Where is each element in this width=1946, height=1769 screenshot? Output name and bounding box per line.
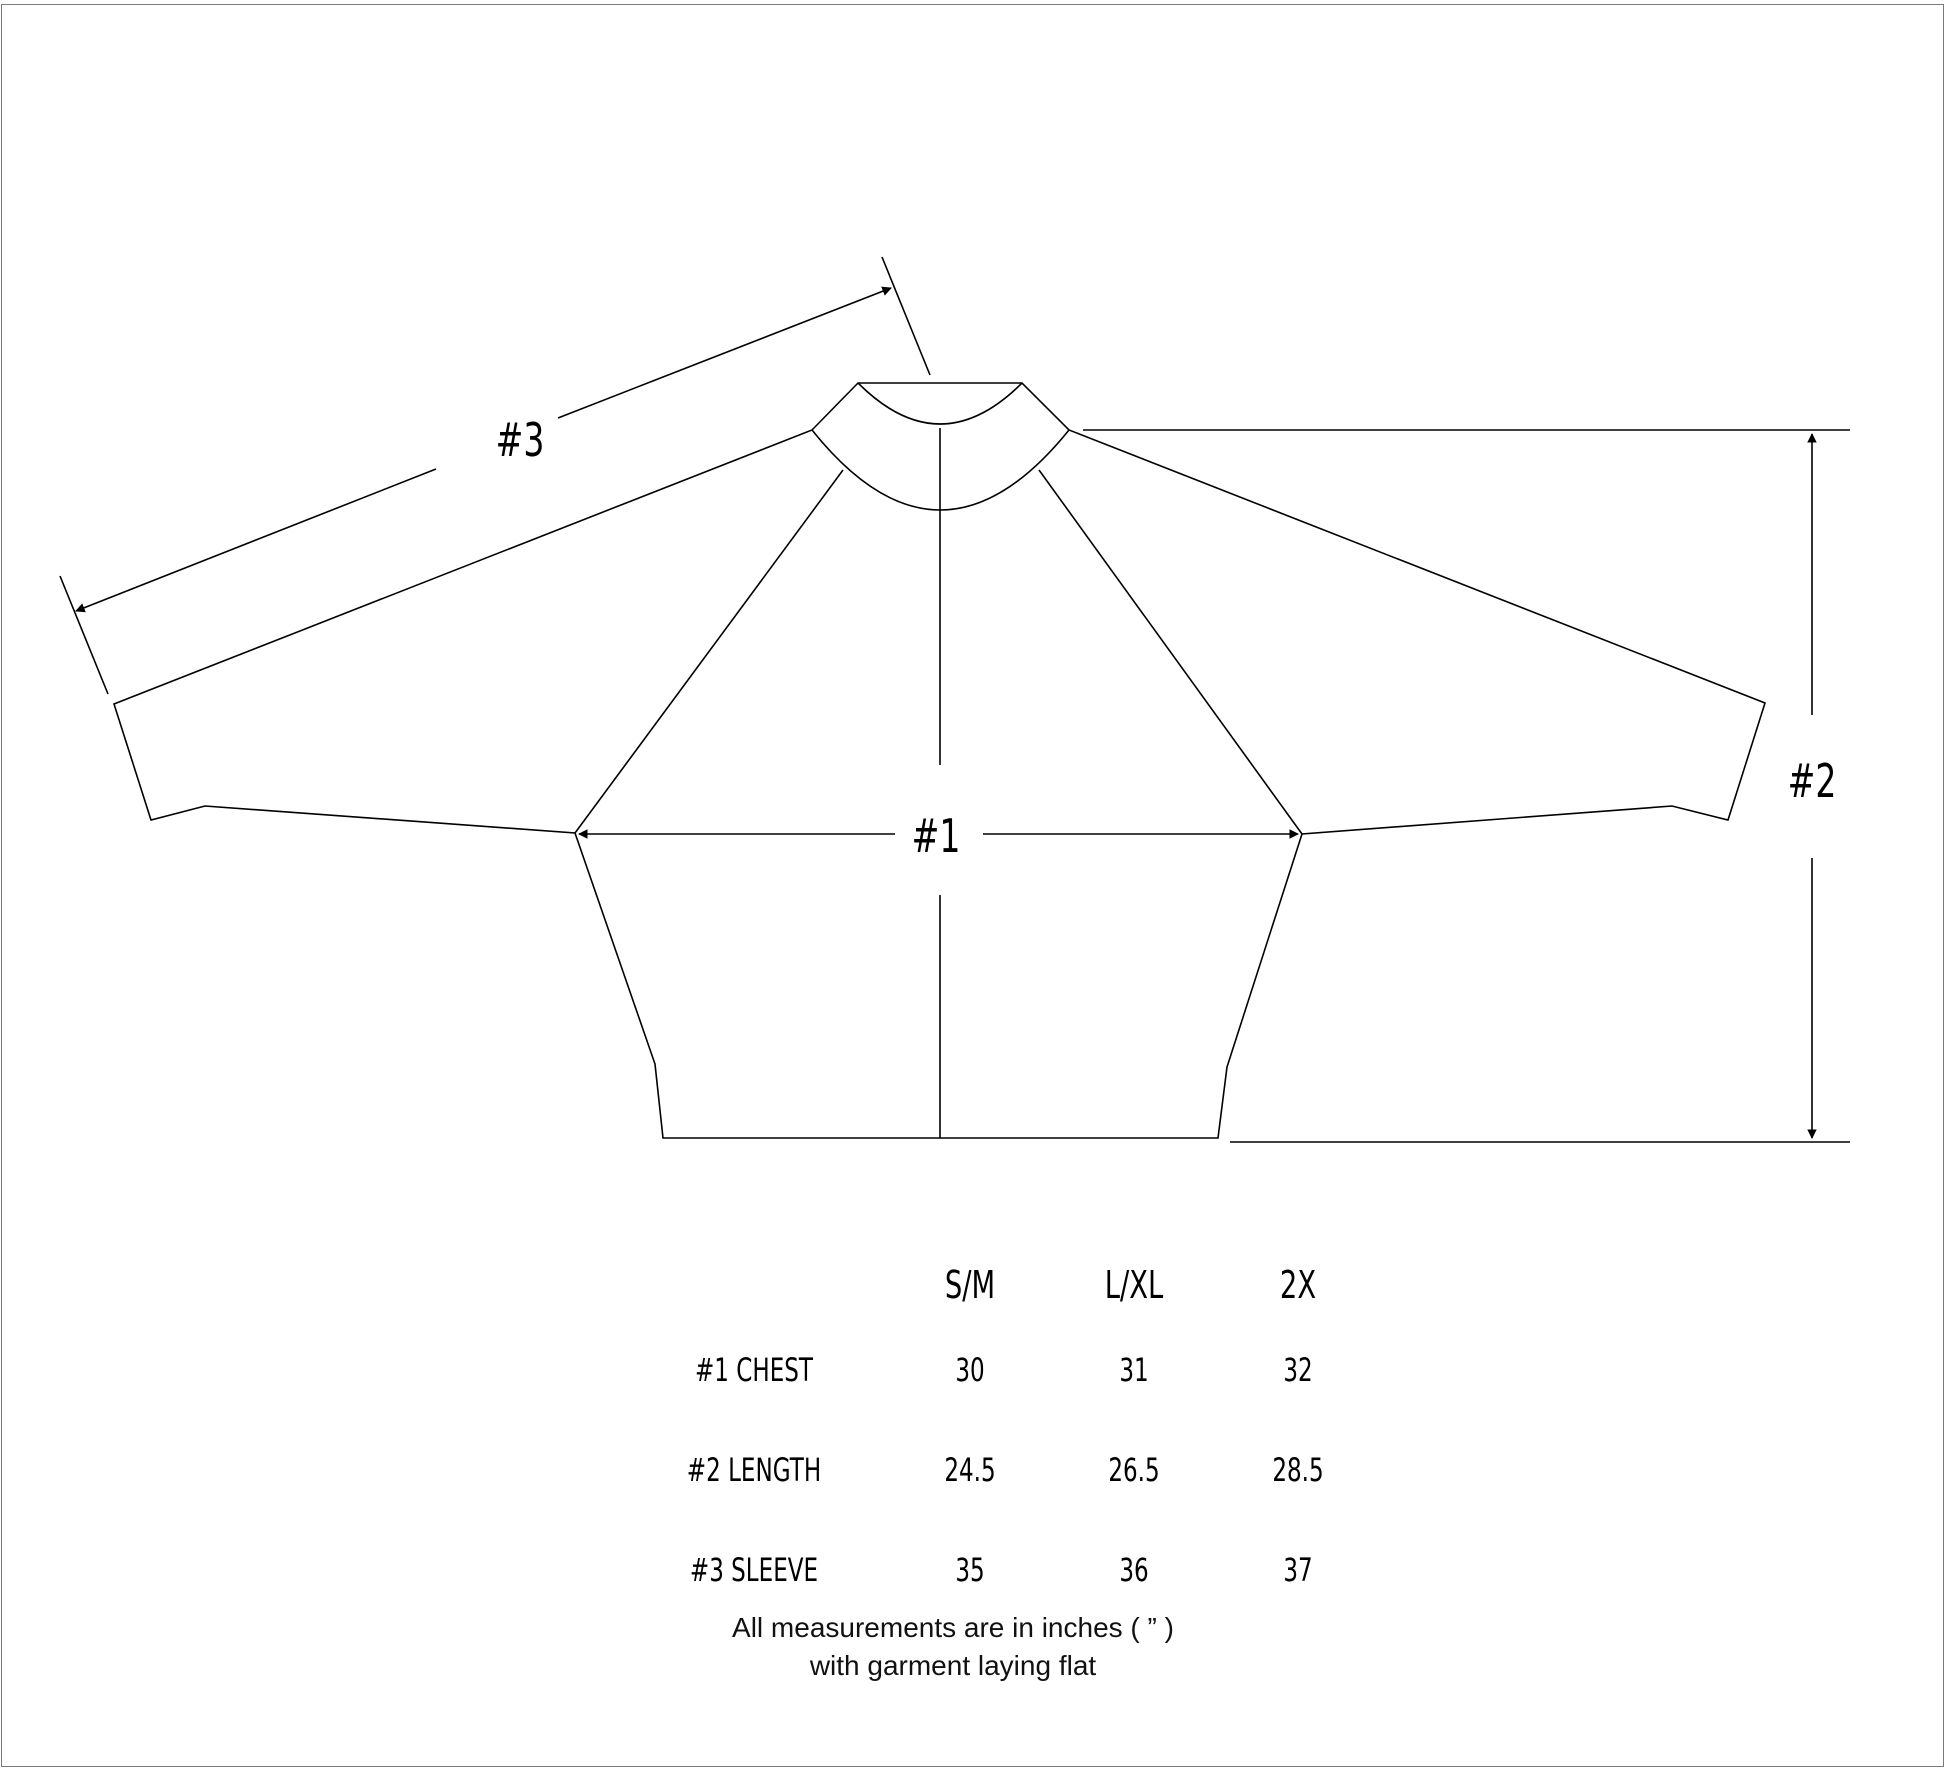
- table-cell: 30: [955, 1351, 985, 1389]
- sleeve-label: #3: [495, 414, 545, 468]
- measurement-note-line-1: All measurements are in inches ( ” ): [732, 1612, 1174, 1643]
- table-row: [620, 1320, 1380, 1420]
- size-header-2x: 2X: [1279, 1263, 1317, 1307]
- size-header-lxl: L/XL: [1104, 1263, 1164, 1307]
- row-label-sleeve: #3 SLEEVE: [689, 1551, 819, 1589]
- row-label-chest: #1 CHEST: [695, 1351, 813, 1389]
- raglan-seam-right: [1039, 470, 1302, 834]
- length-label: #2: [1787, 755, 1837, 809]
- size-chart-table: [620, 1250, 1380, 1620]
- collar-curve: [858, 383, 1022, 424]
- size-header-row: [620, 1250, 1380, 1320]
- sleeve-end-tick-neck: [882, 257, 930, 375]
- table-cell: 35: [955, 1551, 985, 1589]
- table-cell: 31: [1119, 1351, 1149, 1389]
- sleeve-arrow-upper: [558, 288, 891, 418]
- table-cell: 32: [1283, 1351, 1313, 1389]
- table-cell: 37: [1283, 1551, 1313, 1589]
- table-cell: 24.5: [944, 1451, 996, 1489]
- sleeve-end-tick-cuff: [60, 576, 108, 694]
- size-header-sm: S/M: [944, 1263, 996, 1307]
- chest-label: #1: [911, 810, 961, 864]
- table-cell: 36: [1119, 1551, 1149, 1589]
- sleeve-arrow-lower: [76, 469, 436, 611]
- raglan-seam-left: [575, 470, 843, 833]
- table-cell: 28.5: [1272, 1451, 1324, 1489]
- measurement-note-line-2: with garment laying flat: [809, 1650, 1097, 1681]
- table-row: [620, 1520, 1380, 1620]
- table-cell: 26.5: [1108, 1451, 1160, 1489]
- table-row: [620, 1420, 1380, 1520]
- row-label-length: #2 LENGTH: [686, 1451, 822, 1489]
- size-header-corner: [658, 1250, 851, 1320]
